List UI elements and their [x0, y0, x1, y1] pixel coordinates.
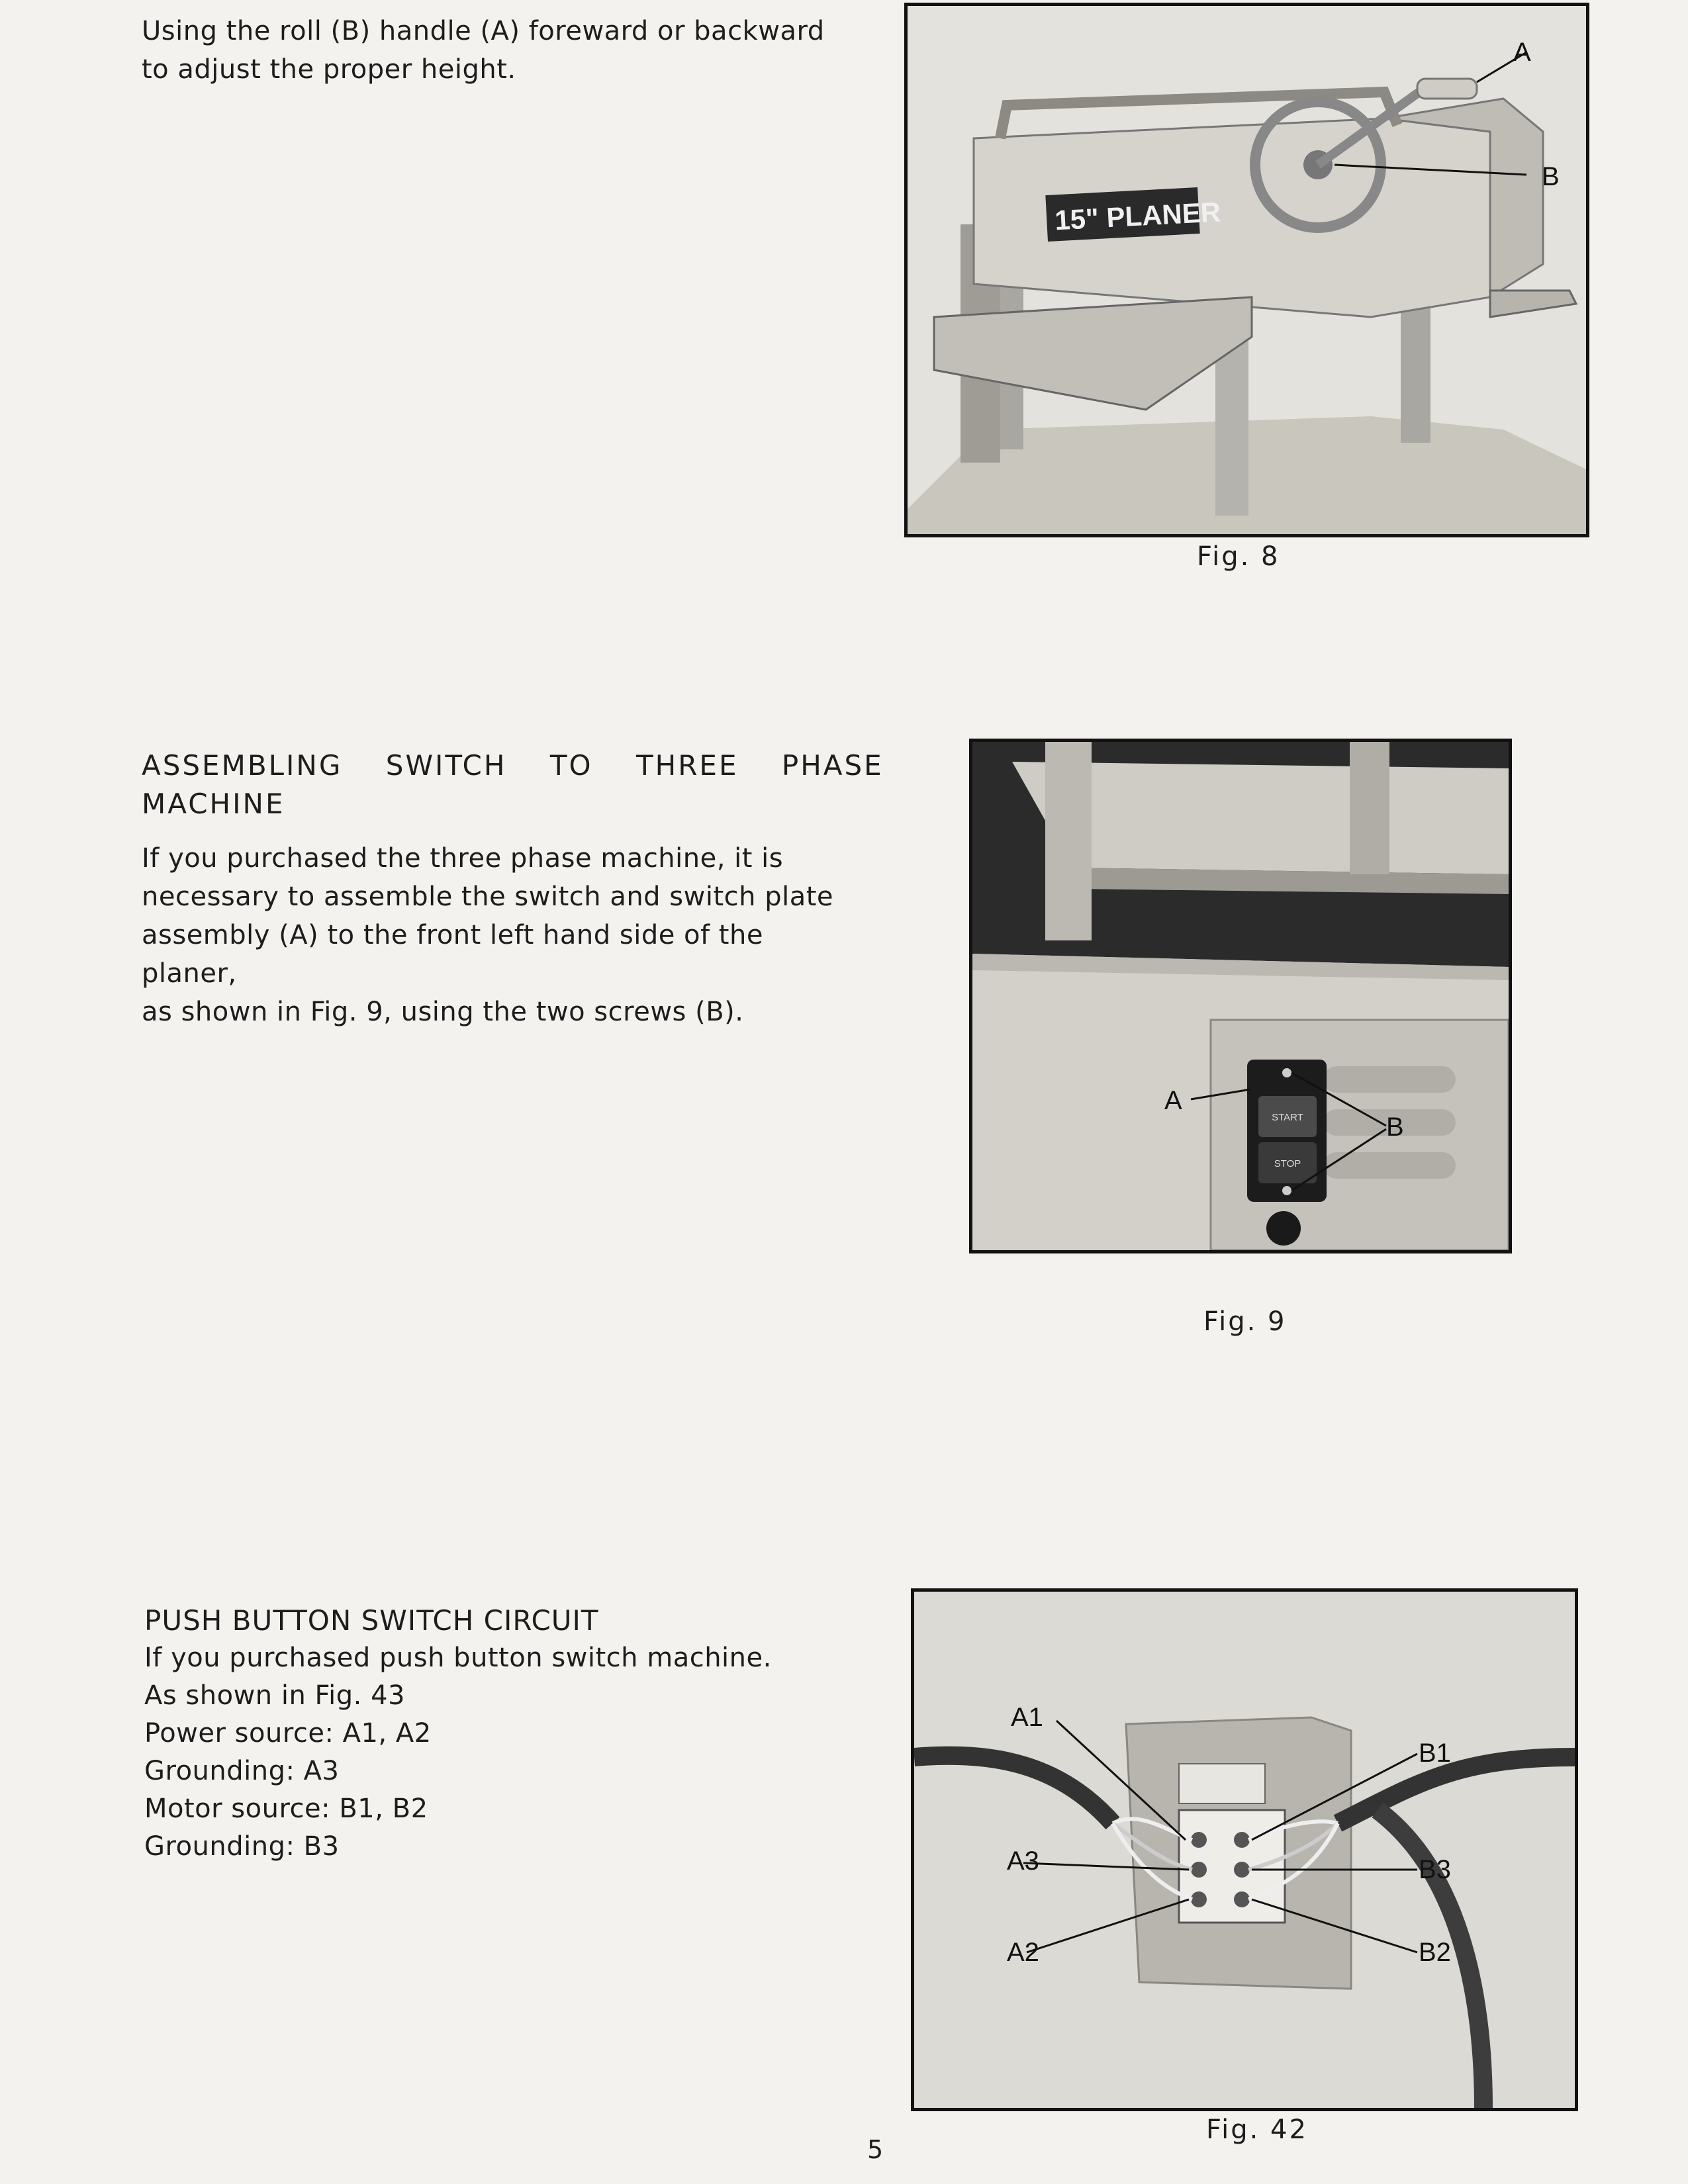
fig42-callout-b2: B2 [1419, 1938, 1451, 1967]
text-line: Power source: A1, A2 [144, 1718, 432, 1749]
text-line: Grounding: B3 [144, 1831, 340, 1862]
text-line: to adjust the proper height. [142, 54, 516, 85]
fig9-photo [969, 739, 1512, 1253]
text-line: Motor source: B1, B2 [144, 1794, 428, 1824]
stop-button-label: STOP [1274, 1158, 1301, 1169]
fig9-callout-b: B [1386, 1113, 1404, 1142]
fig9-callout-a: A [1164, 1086, 1182, 1115]
switch-assembly-section [142, 747, 884, 1031]
start-button-label: START [1272, 1112, 1303, 1123]
fig8-photo [904, 3, 1589, 537]
fig8-callout-b: B [1542, 162, 1560, 191]
height-adjust-text [142, 12, 857, 89]
section-heading: MACHINE [142, 788, 285, 820]
section-heading: ASSEMBLING SWITCH TO THREE PHASE [142, 749, 884, 782]
text-line: If you purchased push button switch machine. [144, 1643, 772, 1673]
text-line: assembly (A) to the front left hand side of the planer, [142, 920, 763, 989]
text-line: If you purchased the three phase machine, it is [142, 843, 784, 874]
fig42-callout-b3: B3 [1419, 1855, 1451, 1884]
push-button-circuit-section [144, 1602, 872, 1866]
text-line: as shown in Fig. 9, using the two screws (B). [142, 997, 744, 1027]
fig9-caption: Fig. 9 [1203, 1306, 1287, 1337]
fig42-callout-b1: B1 [1419, 1739, 1451, 1768]
fig8-callout-a: A [1513, 38, 1531, 67]
fig8-caption: Fig. 8 [1197, 541, 1280, 572]
page-number: 5 [867, 2135, 884, 2164]
section-heading: PUSH BUTTON SWITCH CIRCUIT [144, 1604, 599, 1637]
fig42-callout-a1: A1 [1011, 1703, 1043, 1732]
switch-illustration [972, 742, 1509, 1250]
text-line: Grounding: A3 [144, 1756, 340, 1786]
fig42-callout-a2: A2 [1007, 1938, 1039, 1967]
text-line: As shown in Fig. 43 [144, 1680, 405, 1711]
fig42-photo [911, 1588, 1578, 2111]
text-line: Using the roll (B) handle (A) foreward or backward [142, 16, 825, 46]
fig42-caption: Fig. 42 [1206, 2115, 1308, 2145]
text-line: necessary to assemble the switch and switch plate [142, 882, 834, 912]
fig42-callout-a3: A3 [1007, 1846, 1039, 1876]
nameplate-text: 15" PLANER [1054, 196, 1222, 236]
planer-illustration [908, 6, 1586, 534]
